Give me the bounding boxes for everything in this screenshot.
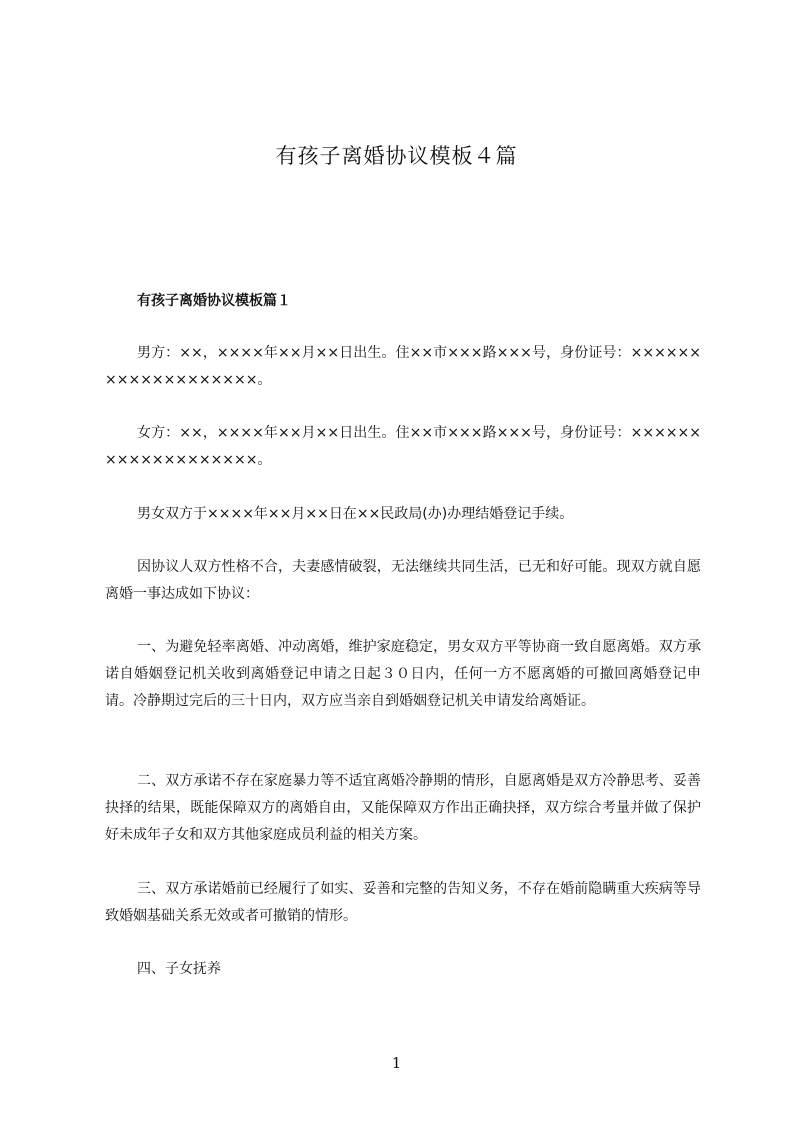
paragraph-reason: 因协议人双方性格不合，夫妻感情破裂，无法继续共同生活，已无和好可能。现双方就自愿离婚一事达成如下协议： (105, 559, 701, 602)
page-number: 1 (391, 1054, 402, 1072)
paragraph-clause-four: 四、子女抚养 (137, 961, 221, 977)
paragraph-marriage-registration: 男女双方于××××年××月××日在××民政局(办)办理结婚登记手续。 (137, 506, 574, 522)
paragraph-clause-one: 一、为避免轻率离婚、冲动离婚，维护家庭稳定，男女双方平等协商一致自愿离婚。双方承诺自婚姻登记机关收到离婚登记申请之日起３０日内，任何一方不愿离婚的可撤回离婚登记申请。冷静期过完后的三十日内，双方应当亲自到婚姻登记机关申请发给离婚证。 (105, 639, 701, 709)
paragraph-male-party: 男方：××，××××年××月××日出生。住××市×××路×××号，身份证号：×××××××××××××××××××。 (105, 345, 701, 388)
document-title: 有孩子离婚协议模板４篇 (275, 144, 518, 168)
paragraph-clause-two: 二、双方承诺不存在家庭暴力等不适宜离婚冷静期的情形，自愿离婚是双方冷静思考、妥善抉择的结果，既能保障双方的离婚自由，又能保障双方作出正确抉择，双方综合考量并做了保护好未成年子女和双方其他家庭成员利益的相关方案。 (105, 773, 701, 843)
paragraph-clause-three: 三、双方承诺婚前已经履行了如实、妥善和完整的告知义务，不存在婚前隐瞒重大疾病等导致婚姻基础关系无效或者可撤销的情形。 (105, 881, 701, 924)
section-heading: 有孩子离婚协议模板篇１ (137, 293, 291, 309)
paragraph-female-party: 女方：××，××××年××月××日出生。住××市×××路×××号，身份证号：×××××××××××××××××××。 (105, 425, 701, 468)
